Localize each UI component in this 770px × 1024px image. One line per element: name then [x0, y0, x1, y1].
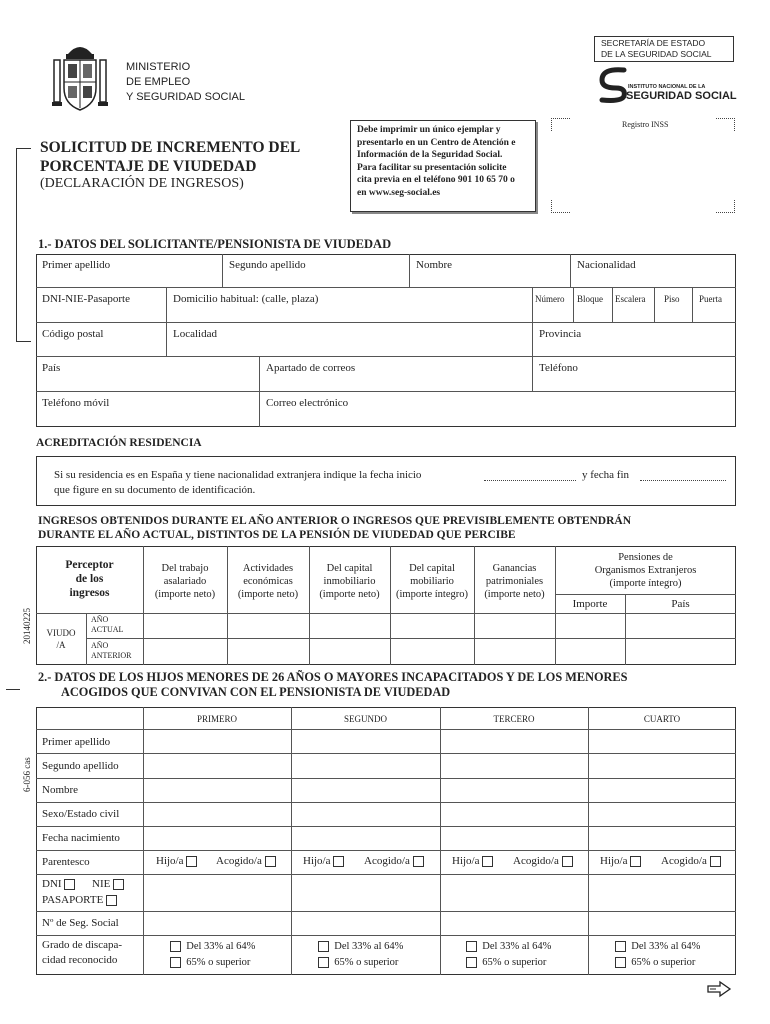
registro-corner — [551, 200, 570, 213]
hijo-option — [303, 855, 344, 867]
ingresos-title — [38, 514, 631, 542]
65-checkbox[interactable] — [615, 957, 626, 968]
del33-label: Del 33% al 64% — [631, 941, 701, 952]
apartado-field[interactable]: Apartado de correos — [266, 362, 356, 374]
header-line: (importe íntegro) — [395, 589, 469, 600]
col-primero: PRIMERO — [196, 714, 237, 724]
header-line: Actividades — [242, 563, 294, 574]
acogido-label: Acogido/a — [513, 855, 559, 867]
registro-label: Registro INSS — [622, 120, 669, 129]
del33-checkbox[interactable] — [466, 941, 477, 952]
acogido-label: Acogido/a — [661, 855, 707, 867]
inss-big-text: SEGURIDAD SOCIAL — [626, 90, 737, 102]
discapacidad-options — [318, 939, 403, 971]
nombre-field[interactable]: Nombre — [416, 259, 453, 271]
header-line: Del trabajo — [161, 563, 209, 574]
del33-checkbox[interactable] — [615, 941, 626, 952]
secretaria-line: SECRETARÍA DE ESTADO — [601, 38, 706, 48]
pasaporte-checkbox[interactable] — [106, 895, 117, 906]
dni-field[interactable]: DNI-NIE-Pasaporte — [42, 293, 130, 305]
del33-label: Del 33% al 64% — [334, 941, 404, 952]
acogido-checkbox[interactable] — [413, 856, 424, 867]
fecha-fin-input[interactable] — [640, 472, 726, 481]
acogido-option — [216, 855, 276, 867]
ano-anterior-label — [91, 641, 131, 661]
coat-of-arms-logo — [48, 38, 112, 118]
piso-field[interactable]: Piso — [664, 294, 680, 304]
hijo-option — [156, 855, 197, 867]
header-line: inmobiliario — [323, 576, 376, 587]
inss-logo-icon — [596, 66, 630, 104]
title-bracket — [16, 148, 31, 342]
localidad-field[interactable]: Localidad — [173, 328, 217, 340]
telefono-movil-field[interactable]: Teléfono móvil — [42, 397, 110, 409]
importe-header: Importe — [572, 598, 608, 610]
form-code: 20140225 — [22, 608, 32, 644]
residencia-text: que figure en su documento de identificación. — [54, 484, 256, 496]
pensiones-extranjeras-header — [555, 551, 736, 590]
row-segundo-apellido: Segundo apellido — [42, 760, 119, 772]
hijo-label: Hijo/a — [600, 855, 628, 867]
notice-box — [350, 120, 536, 212]
puerta-field[interactable]: Puerta — [699, 294, 722, 304]
notice-line: Información de la Seguridad Social. — [357, 150, 503, 160]
numero-field[interactable]: Número — [535, 294, 565, 304]
ano-line: ANTERIOR — [91, 651, 132, 660]
actividades-header — [227, 562, 309, 601]
perceptor-line: Perceptor — [65, 559, 114, 571]
65-label: 65% o superior — [482, 957, 547, 968]
ano-line: ACTUAL — [91, 625, 124, 634]
residencia-text: Si su residencia es en España y tiene nacionalidad extranjera indique la fecha inicio — [54, 469, 422, 481]
trabajo-header — [143, 562, 227, 601]
inss-small-text: INSTITUTO NACIONAL DE LA — [628, 84, 706, 90]
secretaria-box — [594, 36, 734, 62]
acogido-option — [661, 855, 721, 867]
applicant-data-table — [36, 254, 736, 427]
section2-title-line: ACOGIDOS QUE CONVIVAN CON EL PENSIONISTA DE VIUDEDAD — [61, 685, 451, 699]
notice-line: cita previa en el teléfono 901 10 65 70 o — [357, 175, 515, 185]
capital-mobiliario-header — [390, 562, 474, 601]
header-line: (importe neto) — [154, 589, 216, 600]
title-line: SOLICITUD DE INCREMENTO DEL — [40, 139, 301, 156]
dni-label: DNI — [42, 878, 62, 890]
hijo-checkbox[interactable] — [186, 856, 197, 867]
header-line: asalariado — [163, 576, 207, 587]
page-subtitle: (DECLARACIÓN DE INGRESOS) — [40, 176, 244, 191]
acogido-checkbox[interactable] — [562, 856, 573, 867]
65-checkbox[interactable] — [170, 957, 181, 968]
acogido-checkbox[interactable] — [710, 856, 721, 867]
pais-header: País — [671, 598, 690, 610]
pasaporte-option — [42, 894, 117, 906]
ministry-line: DE EMPLEO — [126, 76, 191, 88]
hijo-label: Hijo/a — [303, 855, 331, 867]
header-line: (importe neto) — [319, 589, 380, 600]
col-cuarto: CUARTO — [643, 714, 681, 724]
dni-option — [42, 878, 75, 890]
viudo-line: /A — [56, 640, 66, 650]
registro-corner — [716, 200, 735, 213]
perceptor-line: ingresos — [69, 587, 110, 599]
header-line: Ganancias — [492, 563, 537, 574]
header-line: Del capital — [326, 563, 373, 574]
hijo-label: Hijo/a — [452, 855, 480, 867]
del33-label: Del 33% al 64% — [186, 941, 256, 952]
ministry-line: MINISTERIO — [126, 61, 191, 73]
row-primer-apellido: Primer apellido — [42, 736, 111, 748]
ano-line: AÑO — [91, 641, 109, 650]
escalera-field[interactable]: Escalera — [615, 294, 646, 304]
ano-line: AÑO — [91, 615, 109, 624]
section1-title: 1.- DATOS DEL SOLICITANTE/PENSIONISTA DE VIUDEDAD — [38, 237, 392, 251]
del33-checkbox[interactable] — [170, 941, 181, 952]
header-line: (importe íntegro) — [609, 578, 682, 589]
header-line: Pensiones de — [618, 552, 673, 563]
provincia-field[interactable]: Provincia — [539, 328, 582, 340]
perceptor-header — [36, 558, 143, 600]
row-sexo-estado: Sexo/Estado civil — [42, 808, 120, 820]
header-line: (importe neto) — [237, 589, 299, 600]
viudo-line: VIUDO — [46, 628, 76, 638]
header-line: Organismos Extranjeros — [594, 565, 697, 576]
fecha-fin-label: y fecha fin — [582, 469, 630, 481]
col-segundo: SEGUNDO — [343, 714, 387, 724]
correo-field[interactable]: Correo electrónico — [266, 397, 349, 409]
del33-checkbox[interactable] — [318, 941, 329, 952]
ano-actual-label — [91, 615, 123, 635]
nacionalidad-field[interactable]: Nacionalidad — [577, 259, 636, 271]
acogido-label: Acogido/a — [364, 855, 410, 867]
nie-checkbox[interactable] — [113, 879, 124, 890]
row-seg-social: Nº de Seg. Social — [42, 917, 119, 929]
ganancias-header — [474, 562, 555, 601]
row-nombre: Nombre — [42, 784, 79, 796]
hijo-option — [452, 855, 493, 867]
codigo-postal-field[interactable]: Código postal — [42, 328, 104, 340]
pasaporte-label: PASAPORTE — [42, 894, 104, 906]
row-parentesco: Parentesco — [42, 856, 90, 868]
registro-corner — [551, 118, 570, 131]
ingresos-title-line: DURANTE EL AÑO ACTUAL, DISTINTOS DE LA PENSIÓN DE VIUDEDAD QUE PERCIBE — [38, 529, 516, 541]
nie-option — [92, 878, 124, 890]
page-title — [40, 138, 300, 176]
dni-checkbox[interactable] — [64, 879, 75, 890]
row-fecha-nacimiento: Fecha nacimiento — [42, 832, 120, 844]
perceptor-line: de los — [75, 573, 104, 585]
telefono-field[interactable]: Teléfono — [539, 362, 578, 374]
discapacidad-options — [615, 939, 700, 971]
header-line: Del capital — [409, 563, 455, 574]
notice-line: Para facilitar su presentación solicite — [357, 162, 507, 173]
hijo-checkbox[interactable] — [482, 856, 493, 867]
notice-line: Debe imprimir un único ejemplar y — [357, 125, 501, 135]
nie-label: NIE — [92, 878, 111, 890]
registro-corner — [716, 118, 735, 131]
notice-line: presentarlo en un Centro de Atención e — [357, 137, 516, 148]
acogido-option — [364, 855, 424, 867]
hijo-option — [600, 855, 641, 867]
ministry-line: Y SEGURIDAD SOCIAL — [126, 91, 245, 103]
segundo-apellido-field[interactable]: Segundo apellido — [229, 259, 306, 271]
grado-line: cidad reconocido — [42, 954, 118, 966]
ingresos-title-line: INGRESOS OBTENIDOS DURANTE EL AÑO ANTERIOR O INGRESOS QUE PREVISIBLEMENTE OBTENDRÁN — [38, 515, 632, 527]
secretaria-line: DE LA SEGURIDAD SOCIAL — [601, 49, 712, 59]
next-page-arrow-icon — [706, 980, 732, 998]
hijo-checkbox[interactable] — [333, 856, 344, 867]
ministry-name — [126, 60, 245, 105]
acogido-label: Acogido/a — [216, 855, 262, 867]
header-line: patrimoniales — [485, 576, 544, 587]
row-grado-discapacidad — [42, 938, 122, 968]
bloque-field[interactable]: Bloque — [577, 294, 603, 304]
65-checkbox[interactable] — [318, 957, 329, 968]
domicilio-field[interactable]: Domicilio habitual: (calle, plaza) — [173, 293, 319, 305]
col-tercero: TERCERO — [493, 714, 535, 724]
65-label: 65% o superior — [631, 957, 696, 968]
primer-apellido-field[interactable]: Primer apellido — [42, 259, 111, 271]
pais-field[interactable]: País — [42, 362, 61, 374]
discapacidad-options — [466, 939, 551, 971]
title-line: PORCENTAJE DE VIUDEDAD — [40, 158, 257, 175]
header-line: (importe neto) — [484, 589, 545, 600]
65-checkbox[interactable] — [466, 957, 477, 968]
capital-inmobiliario-header — [309, 562, 390, 601]
65-label: 65% o superior — [186, 957, 251, 968]
header-line: mobiliario — [410, 576, 454, 587]
section2-title-line: 2.- DATOS DE LOS HIJOS MENORES DE 26 AÑOS O MAYORES INCAPACITADOS Y DE LOS MENORES — [38, 670, 628, 684]
header-line: económicas — [243, 576, 293, 587]
notice-line: en www.seg-social.es — [357, 187, 441, 198]
form-format: 6-056 cas — [22, 757, 32, 792]
65-label: 65% o superior — [334, 957, 399, 968]
discapacidad-options — [170, 939, 255, 971]
section2-title — [38, 670, 627, 700]
acogido-option — [513, 855, 573, 867]
residencia-box — [36, 456, 736, 506]
hijo-checkbox[interactable] — [630, 856, 641, 867]
hijo-label: Hijo/a — [156, 855, 184, 867]
acogido-checkbox[interactable] — [265, 856, 276, 867]
viudo-label — [36, 627, 86, 651]
fecha-inicio-input[interactable] — [484, 472, 576, 481]
del33-label: Del 33% al 64% — [482, 941, 552, 952]
grado-line: Grado de discapa- — [42, 939, 123, 951]
residencia-title: ACREDITACIÓN RESIDENCIA — [36, 437, 202, 449]
